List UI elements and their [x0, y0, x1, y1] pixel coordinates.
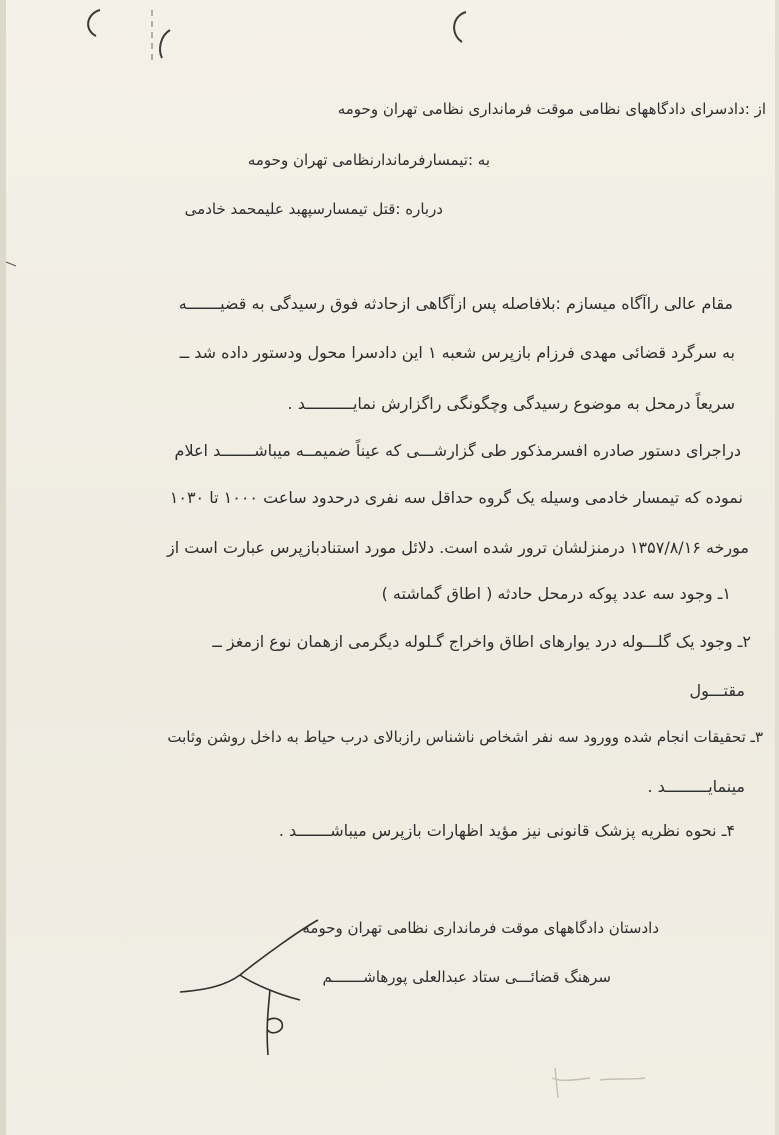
- signature-name: سرهنگ قضائـــی ستاد عبدالعلی پورهاشـــــــم: [322, 968, 611, 986]
- body-line-2: به سرگرد قضائی مهدی فرزام بازپرس شعبه ۱ این دادسرا محول ودستور داده شد ــ: [179, 343, 735, 362]
- signature-stroke: [180, 920, 318, 1055]
- body-line-4: دراجرای دستور صادره افسرمذکور طی گزارشـــی که عیناً ضمیمــه میباشـــــــد اعلام: [174, 441, 741, 460]
- list-item-2-cont: مقتـــول: [689, 681, 745, 700]
- header-from: از :دادسرای دادگاههای نظامی موقت فرمانداری نظامی تهران وحومه: [337, 100, 766, 118]
- body-line-5: نموده که تیمسار خادمی وسیله یک گروه حداقل سه نفری درحدود ساعت ۱۰۰۰ تا ۱۰۳۰: [169, 488, 743, 507]
- faint-stamp-mark: [552, 1068, 645, 1098]
- punch-hole-right: [454, 12, 466, 42]
- list-item-2: ۲ـ وجود یک گلـــوله درد یوارهای اطاق واخراج گـلوله دیگرمی ازهمان نوع ازمغز ــ: [212, 632, 751, 651]
- body-line-1: مقام عالی راآگاه میسازم :بلافاصله پس ازآگاهی ازحادثه فوق رسیدگی به قضیـــــــه: [178, 294, 733, 313]
- body-line-6: مورخه ۱۳۵۷/۸/۱۶ درمنزلشان ترور شده است. دلائل مورد استنادبازپرس عبارت است از: [167, 538, 749, 557]
- list-item-3: ۳ـ تحقیقات انجام شده وورود سه نفر اشخاص ناشناس رازبالای درب حیاط به داخل روشن وثابت: [167, 728, 763, 746]
- list-item-1: ۱ـ وجود سه عدد پوکه درمحل حادثه ( اطاق گماشته ): [381, 584, 731, 603]
- body-line-3: سریعاً درمحل به موضوع رسیدگی وچگونگی راگزارش نمایــــــــــد .: [287, 394, 735, 413]
- header-to: به :تیمسارفرماندارنظامی تهران وحومه: [247, 151, 490, 169]
- list-item-3-cont: مینمایـــــــــد .: [647, 777, 745, 796]
- header-subject: درباره :قتل تیمسارسپهبد علیمحمد خادمی: [184, 200, 443, 218]
- margin-tick: [6, 262, 16, 266]
- signature-title: دادستان دادگاههای موقت فرمانداری نظامی تهران وحومه: [302, 919, 659, 937]
- list-item-4: ۴ـ نحوه نظریه پزشک قانونی نیز مؤید اظهارات بازپرس میباشـــــــد .: [278, 821, 735, 840]
- punch-hole-mid: [160, 30, 170, 58]
- punch-hole-left: [88, 10, 100, 36]
